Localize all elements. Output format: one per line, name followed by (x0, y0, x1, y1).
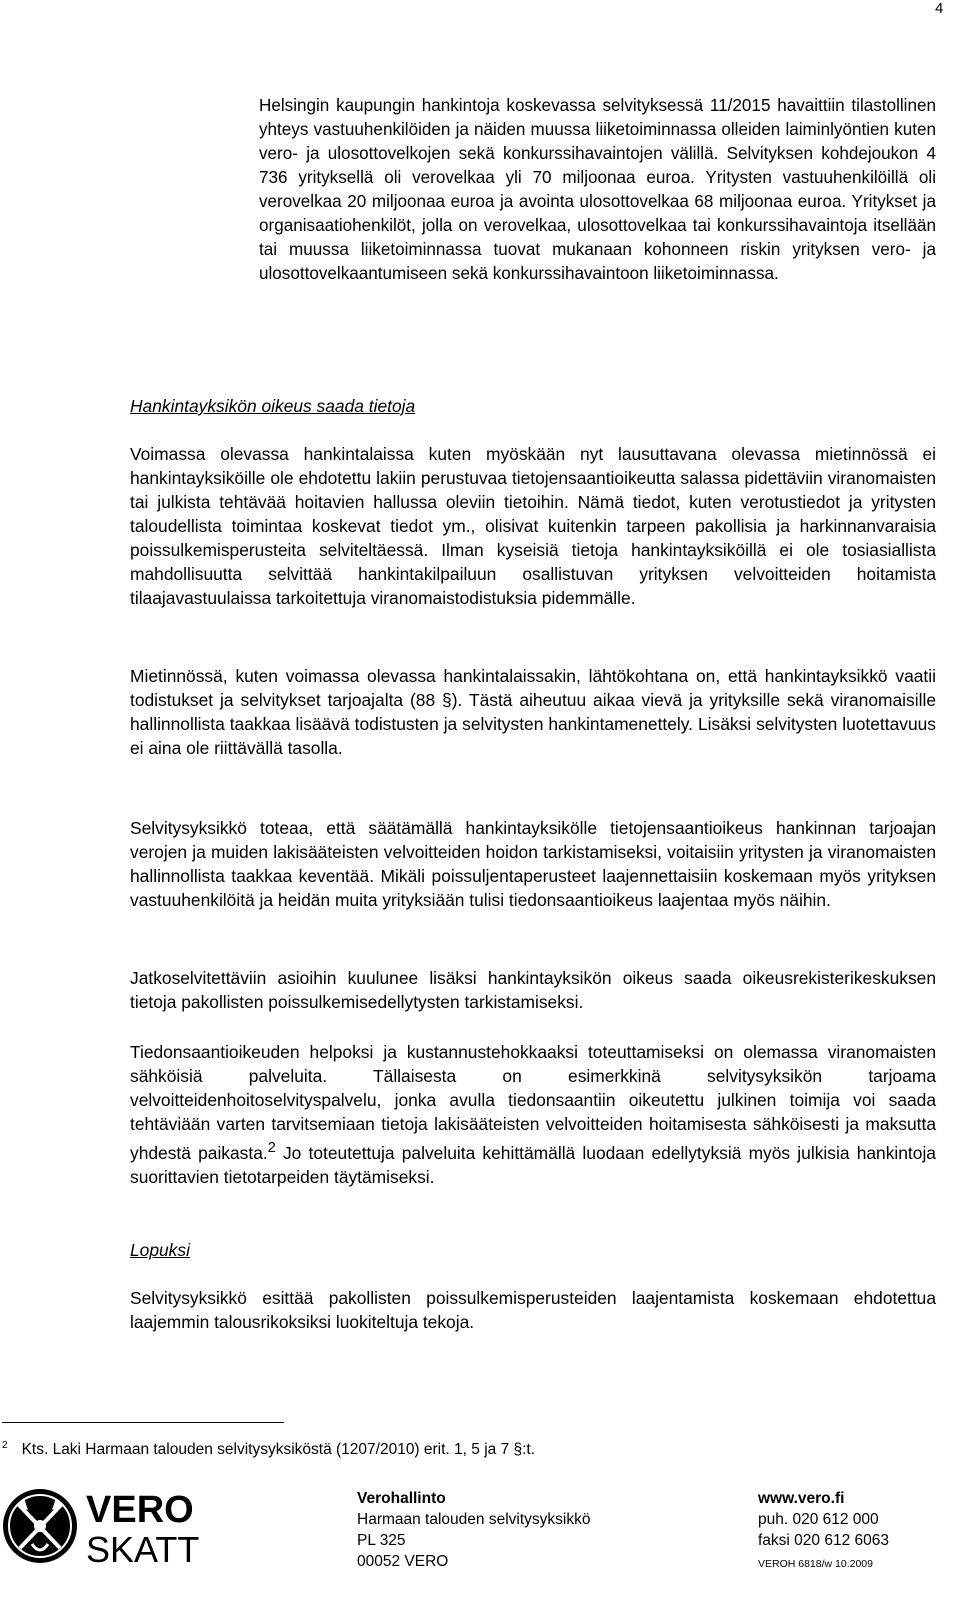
footer-contact (758, 1488, 889, 1575)
logo-emblem-icon (3, 1489, 77, 1563)
logo-vero-text: VERO (86, 1489, 194, 1531)
footer-form-code: VEROH 6818/w 10.2009 (758, 1558, 873, 1570)
footer-fax: faksi 020 612 6063 (758, 1532, 889, 1549)
paragraph-1: Voimassa olevassa hankintalaissa kuten myöskään nyt lausuttavana olevassa mietinnössä ei hankintayksiköille ole ehdotettu lakiin perustuvaa tietojensaantioikeutta salassa pidettäviin viranomaisten tai julkista tehtävää hoitavien hallussa oleviin tietoihin. Nämä tiedot, kuten verotustiedot ja yritysten taloudellista toimintaa koskevat tiedot ym., olisivat kuitenkin tarpeen pakollisia ja harkinnanvaraisia poissulkemisperusteita selviteltäessä. Ilman kyseisiä tietoja hankintayksiköillä ei ole tosiasiallista mahdollisuutta selvittää hankintakilpailuun osallistuvan yrityksen velvoitteiden hoitamista tilaajavastuulaissa tarkoitettuja viranomaistodistuksia pidemmälle. (130, 444, 936, 608)
paragraph-5-text-a: Tiedonsaantioikeuden helpoksi ja kustannustehokkaaksi toteuttamiseksi on olemassa viranomaisten sähköisiä palveluita. Tällaisesta on esimerkkinä selvitysyksikön tarjoama velvoitteidenhoitoselvityspalvelu, jonka avulla tiedonsaantiin oikeutettu julkinen toimija voi saada tehtäviään varten tarvitsemiaan tietoja lakisääteisten velvoitteiden hoitamisesta sähköisesti ja maksutta yhdestä paikasta. (130, 1042, 936, 1163)
paragraph-5-text-b: Jo toteutettuja palveluita kehittämällä luodaan edellytyksiä myös julkisia hankintoja suorittavien tietotarpeiden täytämiseksi. (130, 1142, 936, 1187)
vero-skatt-logo (2, 1486, 216, 1566)
footer-org: Verohallinto (357, 1490, 446, 1507)
footer-po-box: PL 325 (357, 1532, 406, 1549)
footnote-reference: 2 (267, 1140, 276, 1156)
paragraph-2: Mietinnössä, kuten voimassa olevassa hankintalaissakin, lähtökohtana on, että hankintayksikkö vaatii todistukset ja selvitykset tarjoajalta (88 §). Tästä aiheutuu aikaa vievä ja yrityksille sekä viranomaisille hallinnollista taakkaa lisäävä todistusten ja selvitysten hankintamenettely. Lisäksi selvitysten luotettavuus ei aina ole riittävällä tasolla. (130, 666, 936, 758)
footer-web-link[interactable]: www.vero.fi (758, 1490, 845, 1507)
paragraph-5 (130, 1040, 936, 1189)
footnote-divider (2, 1422, 284, 1423)
section-heading-tietoja: Hankintayksikön oikeus saada tietoja (130, 396, 416, 416)
page-number: 4 (935, 0, 944, 17)
footer-unit: Harmaan talouden selvitysyksikkö (357, 1511, 591, 1528)
paragraph-6: Selvitysyksikkö esittää pakollisten poissulkemisperusteiden laajentamista koskemaan ehdotettua laajemmin talousrikoksiksi luokiteltuja tekoja. (130, 1288, 936, 1332)
logo-skatt-text: SKATT (86, 1529, 200, 1566)
footer-phone: puh. 020 612 000 (758, 1511, 879, 1528)
paragraph-4: Jatkoselvitettäviin asioihin kuulunee lisäksi hankintayksikön oikeus saada oikeusrekisterikeskuksen tietoja pakollisten poissulkemisedellytysten tarkistamiseksi. (130, 968, 936, 1012)
footnote-text: Kts. Laki Harmaan talouden selvitysyksiköstä (1207/2010) erit. 1, 5 ja 7 §:t. (21, 1441, 536, 1458)
quote-paragraph: Helsingin kaupungin hankintoja koskevassa selvityksessä 11/2015 havaittiin tilastollinen yhteys vastuuhenkilöiden ja näiden muussa liiketoiminnassa olleiden laiminlyöntien kuten vero- ja ulosottovelkojen sekä konkurssihavaintojen välillä. Selvityksen kohdejoukon 4 736 yrityksellä oli verovelkaa yli 70 miljoonaa euroa. Yritysten vastuuhenkilöillä oli verovelkaa 20 miljoonaa euroa ja avointa ulosottovelkaa 68 miljoonaa euroa. Yritykset ja organisaatiohenkilöt, jolla on verovelkaa, ulosottovelkaa tai konkurssihavaintoja itsellään tai muussa liiketoiminnassa tuovat mukanaan kohonneen riskin yrityksen vero- ja ulosottovelkaantumiseen sekä konkurssihavaintoon liiketoiminnassa. (259, 96, 936, 283)
footer-postal: 00052 VERO (357, 1553, 449, 1570)
footnote-marker: 2 (2, 1440, 8, 1451)
section-heading-lopuksi: Lopuksi (130, 1240, 190, 1260)
paragraph-3: Selvitysyksikkö toteaa, että säätämällä hankintayksikölle tietojensaantioikeus hankinnan tarjoajan verojen ja muiden lakisääteisten velvoitteiden hoidon tarkistamiseksi, voitaisiin yritysten ja viranomaisten hallinnollista taakkaa keventää. Mikäli poissuljentaperusteet laajennettaisiin koskemaan myös yrityksen vastuuhenkilöitä ja heidän muita yrityksiään tulisi tiedonsaantioikeus laajentaa myös näihin. (130, 818, 936, 910)
footer-address (357, 1488, 590, 1572)
footnote (2, 1436, 535, 1460)
